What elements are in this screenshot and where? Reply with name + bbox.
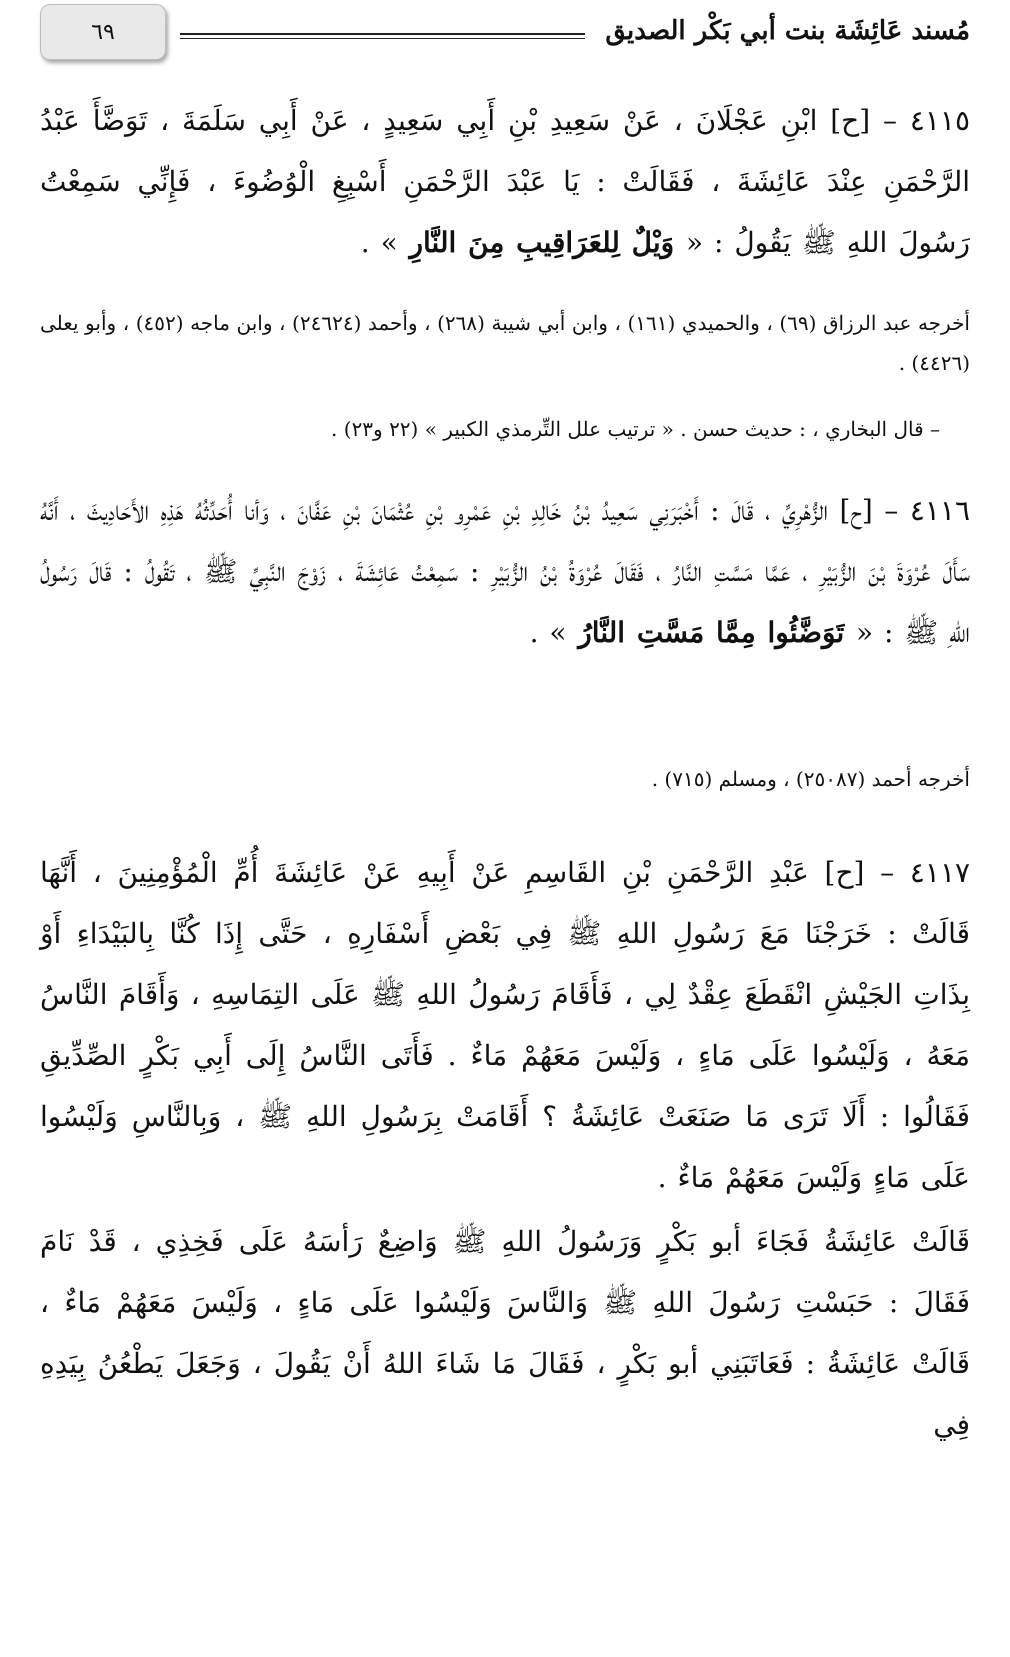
page-number: ٦٩ xyxy=(91,19,115,45)
hadith-4117: ٤١١٧ – [ح] عَبْدِ الرَّحْمَنِ بْنِ القَاسِمِ عَنْ أَبِيهِ عَنْ عَائِشَةَ أُمِّ الْمُؤْمِنِينَ ، أَنَّهَا قَالَتْ : خَرَجْنَا مَعَ رَسُولِ اللهِ ﷺ فِي بَعْضِ أَسْفَارِهِ ، حَتَّى إِذَا كُنَّا بِالبَيْدَاءِ أَوْ بِذَاتِ الجَيْشِ انْقَطَعَ عِقْدٌ لِي ، فَأَقَامَ رَسُولُ اللهِ ﷺ عَلَى التِمَاسِهِ ، وَأَقَامَ النَّاسُ مَعَهُ ، وَلَيْسُوا عَلَى مَاءٍ ، وَلَيْسَ مَعَهُمْ مَاءٌ . فَأَتَى النَّاسُ إِلَى أَبِي بَكْرٍ الصِّدِّيقِ فَقَالُوا : أَلَا تَرَى مَا صَنَعَتْ عَائِشَةُ ؟ أَقَامَتْ بِرَسُولِ اللهِ ﷺ ، وَبِالنَّاسِ وَلَيْسُوا عَلَى مَاءٍ وَلَيْسَ مَعَهُمْ مَاءٌ . xyxy=(40,856,971,1194)
footnote-4116-takhrij: أخرجه أحمد (٢٥٠٨٧) ، ومسلم (٧١٥) . xyxy=(651,767,970,791)
hadith-4116 xyxy=(40,480,970,663)
hadith-4117-continuation: قَالَتْ عَائِشَةُ فَجَاءَ أبو بَكْرٍ وَرَسُولُ اللهِ ﷺ وَاضِعٌ رَأسَهُ عَلَى فَخِذِي ، قَدْ نَامَ فَقَالَ : حَبَسْتِ رَسُولَ اللهِ ﷺ وَالنَّاسَ وَلَيْسُوا عَلَى مَاءٍ ، وَلَيْسَ مَعَهُمْ مَاءٌ ، قَالَتْ عَائِشَةُ : فَعَاتَبَنِي أبو بَكْرٍ ، فَقَالَ مَا شَاءَ اللهُ أَنْ يَقُولَ ، وَجَعَلَ يَطْعُنُ بِيَدِهِ فِي xyxy=(40,1225,970,1441)
footnote-4115-grading: – قال البخاري ، : حديث حسن . « ترتيب علل التِّرمذي الكبير » (٢٢ و٢٣) . xyxy=(331,417,940,441)
footnote-4115-takhrij: أخرجه عبد الرزاق (٦٩) ، والحميدي (١٦١) ، وابن أبي شيبة (٢٦٨) ، وأحمد (٢٤٦٢٤) ، وابن ماجه (٤٥٢) ، وأبو يعلى (٤٤٢٦) . xyxy=(40,311,970,375)
header-rule xyxy=(180,33,585,39)
hadith-4116-text: ٤١١٦ – [ح] الزُّهْرِيِّ ، قَالَ : أَخْبَرَنِي سَعِيدُ بْنُ خَالِدِ بْنِ عَمْرِو بْنِ عُثْمَانَ بْنِ عَفَّانَ ، وَأنا أُحَدِّثُهُ هَذِهِ الأَحَادِيثَ ، أَنَّهُ سَأَلَ عُرْوَةَ بْنَ الزُّبَيْرِ ، عَمَّا مَسَّتِ النَّارُ ، فَقَالَ عُرْوَةُ بْنُ الزُّبَيْرِ : سَمِعْتُ عَائِشَةَ ، زَوْجَ النَّبِيِّ ﷺ ، تَقُولُ : قَالَ رَسُولُ اللهِ ﷺ : « xyxy=(40,494,970,649)
hadith-4116-close: » . xyxy=(529,616,567,649)
hadith-4115 xyxy=(40,90,970,273)
page-header-title: مُسند عَائِشَة بنت أبي بَكْر الصديق xyxy=(605,16,970,46)
hadith-4115-text: ٤١١٥ – [ح] ابْنِ عَجْلَانَ ، عَنْ سَعِيدِ بْنِ أَبِي سَعِيدٍ ، عَنْ أَبِي سَلَمَةَ ، تَوَضَّأَ عَبْدُ الرَّحْمَنِ عِنْدَ عَائِشَةَ ، فَقَالَتْ : يَا عَبْدَ الرَّحْمَنِ أَسْبِغِ الْوُضُوءَ ، فَإِنِّي سَمِعْتُ رَسُولَ اللهِ ﷺ يَقُولُ : « xyxy=(40,104,970,259)
hadith-4115-close: » . xyxy=(360,226,398,259)
hadith-4115-saying: وَيْلٌ لِلعَرَاقِيبِ مِنَ النَّارِ xyxy=(397,226,686,259)
hadith-4116-saying: تَوَضَّئُوا مِمَّا مَسَّتِ النَّارُ xyxy=(566,616,856,649)
page-number-box xyxy=(40,4,166,60)
